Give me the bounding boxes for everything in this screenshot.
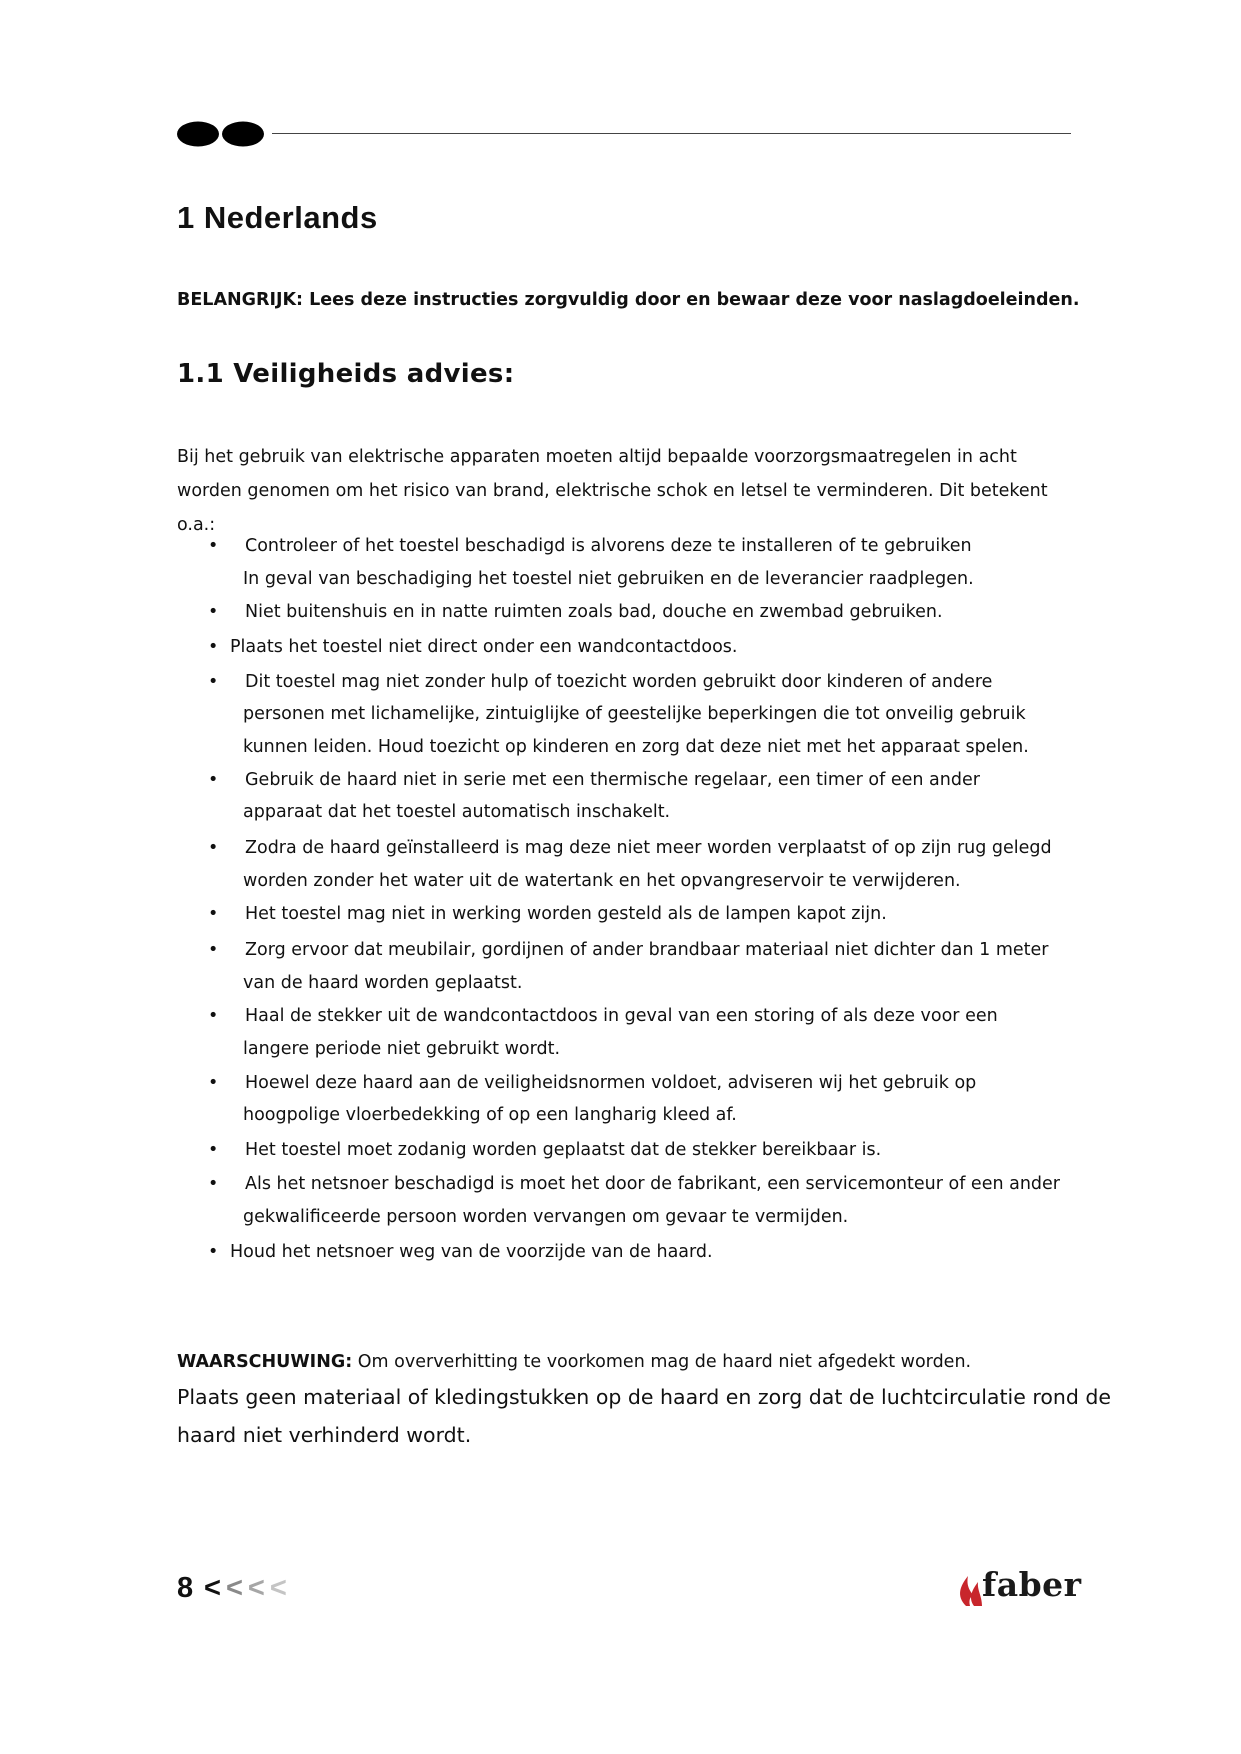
bullet-text: apparaat dat het toestel automatisch inschakelt. xyxy=(243,802,671,822)
bullet-text: kunnen leiden. Houd toezicht op kinderen en zorg dat deze niet met het apparaat spelen. xyxy=(243,737,1029,757)
bullet-icon: • xyxy=(208,1006,219,1026)
warning-extra xyxy=(177,1378,1111,1454)
bullet-icon: • xyxy=(208,602,219,622)
arrow-icon: < xyxy=(269,1572,287,1604)
bullet-text: Gebruik de haard niet in serie met een thermische regelaar, een timer of een ander xyxy=(245,770,980,790)
bullet-text: Hoewel deze haard aan de veiligheidsnormen voldoet, adviseren wij het gebruik op xyxy=(245,1073,977,1093)
arrow-icon: < xyxy=(225,1572,243,1604)
bullet-text: Het toestel mag niet in werking worden gesteld als de lampen kapot zijn. xyxy=(245,904,887,924)
bullet-text: Als het netsnoer beschadigd is moet het door de fabrikant, een servicemonteur of een ander xyxy=(245,1174,1060,1194)
bullet-icon: • xyxy=(208,838,219,858)
bullet-icon: • xyxy=(208,536,219,556)
bullet-text: Zorg ervoor dat meubilair, gordijnen of ander brandbaar materiaal niet dichter dan 1 meter xyxy=(245,940,1049,960)
intro-line: worden genomen om het risico van brand, elektrische schok en letsel te verminderen. Dit betekent xyxy=(177,481,1048,501)
bullet-icon: • xyxy=(208,637,219,657)
header-rule xyxy=(272,133,1071,134)
important-note xyxy=(177,290,1080,310)
intro-line: o.a.: xyxy=(177,515,216,535)
section-title: 1.1 Veiligheids advies: xyxy=(177,359,515,389)
bullet-text: gekwalificeerde persoon worden vervangen om gevaar te vermijden. xyxy=(243,1207,849,1227)
bullet-icon: • xyxy=(208,1174,219,1194)
warning-text: Om oververhitting te voorkomen mag de haard niet afgedekt worden. xyxy=(352,1352,972,1372)
chapter-title: 1 Nederlands xyxy=(177,200,378,235)
bullet-icon: • xyxy=(208,940,219,960)
bullet-text: langere periode niet gebruikt wordt. xyxy=(243,1039,561,1059)
bullet-text: In geval van beschadiging het toestel niet gebruiken en de leverancier raadplegen. xyxy=(243,569,974,589)
page-number: 8 xyxy=(177,1572,194,1604)
bullet-icon: • xyxy=(208,1073,219,1093)
warning-label: WAARSCHUWING: xyxy=(177,1352,353,1372)
warning-extra-line: haard niet verhinderd wordt. xyxy=(177,1423,472,1447)
bullet-icon: • xyxy=(208,672,219,692)
bullet-icon: • xyxy=(208,770,219,790)
bullet-icon: • xyxy=(208,904,219,924)
important-text: Lees deze instructies zorgvuldig door en bewaar deze voor naslagdoeleinden. xyxy=(303,290,1080,310)
important-label: BELANGRIJK: xyxy=(177,290,304,310)
bullet-icon: • xyxy=(208,1140,219,1160)
page-arrows xyxy=(204,1572,292,1605)
arrow-icon: < xyxy=(204,1572,221,1604)
bullet-text: Niet buitenshuis en in natte ruimten zoals bad, douche en zwembad gebruiken. xyxy=(245,602,943,622)
bullet-text: Dit toestel mag niet zonder hulp of toezicht worden gebruikt door kinderen of andere xyxy=(245,672,993,692)
bullet-text: Houd het netsnoer weg van de voorzijde van de haard. xyxy=(230,1242,713,1262)
bullet-text: personen met lichamelijke, zintuiglijke of geestelijke beperkingen die tot onveilig gebruik xyxy=(243,704,1026,724)
bullet-text: van de haard worden geplaatst. xyxy=(243,973,523,993)
bullet-text: Het toestel moet zodanig worden geplaatst dat de stekker bereikbaar is. xyxy=(245,1140,882,1160)
bullet-text: Controleer of het toestel beschadigd is alvorens deze te installeren of te gebruiken xyxy=(245,536,972,556)
bullet-text: Zodra de haard geïnstalleerd is mag deze niet meer worden verplaatst of op zijn rug gelegd xyxy=(245,838,1052,858)
arrow-icon: < xyxy=(247,1572,265,1604)
bullet-icon: • xyxy=(208,1242,219,1262)
bullet-text: hoogpolige vloerbedekking of op een langharig kleed af. xyxy=(243,1105,737,1125)
faber-logo-text: faber xyxy=(982,1565,1082,1604)
bullet-text: Haal de stekker uit de wandcontactdoos in geval van een storing of als deze voor een xyxy=(245,1006,998,1026)
bullet-text: worden zonder het water uit de watertank en het opvangreservoir te verwijderen. xyxy=(243,871,961,891)
header-dots-icon xyxy=(176,121,266,147)
bullet-text: Plaats het toestel niet direct onder een wandcontactdoos. xyxy=(230,637,738,657)
warning-note xyxy=(177,1352,971,1372)
warning-extra-line: Plaats geen materiaal of kledingstukken op de haard en zorg dat de luchtcirculatie rond de xyxy=(177,1385,1112,1409)
intro-line: Bij het gebruik van elektrische apparaten moeten altijd bepaalde voorzorgsmaatregelen in acht xyxy=(177,447,1017,467)
intro-paragraph xyxy=(177,440,1077,542)
